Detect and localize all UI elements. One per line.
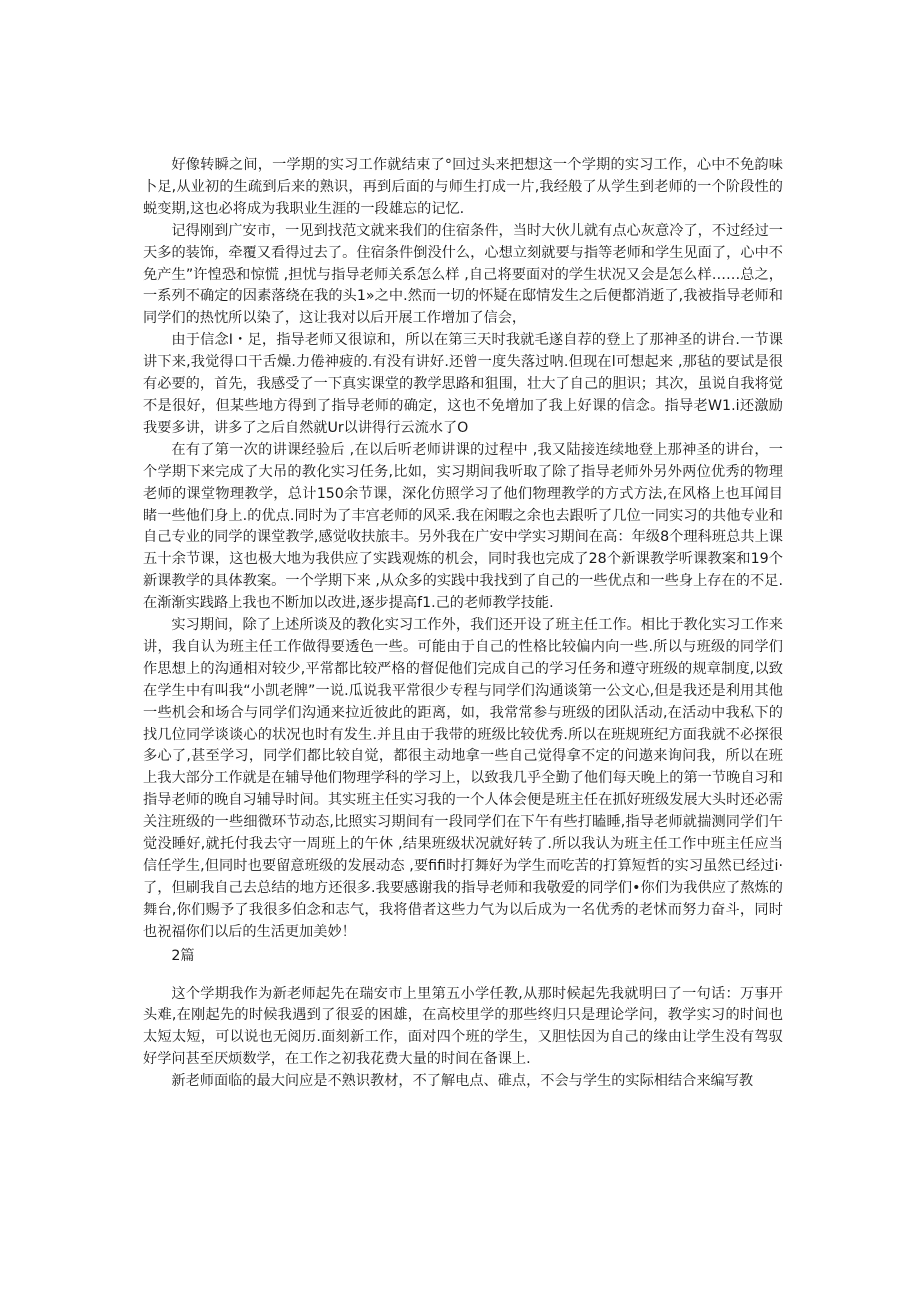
- paragraph: 由于信念I・足，指导老师又很谅和，所以在第三天时我就毛遂自荐的登上了那神圣的讲台.一节课讲下来,我觉得口干舌燥.力倦神疲的.有没有讲好.还曾一度失落过呐.但现在l可想起来 ,那毡的要试是很有必要的，首先，我感受了一下真实课堂的教学思路和狙围，壮大了自己的胆识；其次，虽说自我将觉不是很好，但某些地方得到了指导老师的确定，这也不免增加了我上好课的信念。指导老W1.i还激励我要多讲，讲多了之后自然就Ur以讲得行云流水了O: [143, 332, 783, 436]
- document-page: [143, 155, 783, 1093]
- paragraph: 实习期间，除了上述所谈及的教化实习工作外，我们还开设了班主任工作。相比于教化实习工作来讲，我自认为班主任工作做得要透色一些。可能由于自己的性格比较偏内向一些.所以与班级的同学们作思想上的沟通相对较少,平常都比较严格的督促他们完成自己的学习任务和遵守班级的规章制度,以致在学生中有叫我“小凯老牌”一说.瓜说我平常很少专程与同学们沟通谈第一公文心,但是我还是利用其他一些机会和场合与同学们沟通来拉近彼此的距离，如，我常常参与班级的团队活动,在活动中我私下的找几位同学谈谈心的状况也时有发生.并且由于我带的班级比较优秀.所以在班规班纪方面我就不必探很多心了,甚至学习，同学们都比较自觉，都很主动地拿一些自己觉得拿不定的问遨来询问我，所以在班上我大部分工作就是在辅导他们物理学科的学习上，以致我几乎全勤了他们每天晚上的第一节晚自习和指导老师的晚自习辅导时间。其实班主任实习我的一个人体会便是班主任在抓好班级发展大头时还必需关注班级的一些细微环节动态,比照实习期间有一段同学们在下午有些打瞌睡,指导老师就揣测同学们午觉没睡好,就托付我去守一周班上的午休 ,结果班级状况就好转了.所以我认为班主任工作中班主任应当信任学生,但同时也要留意班级的发展动态 ,要fifi时打舞好为学生而吃苦的打算短哲的实习虽然已经过i·了，但刷我自己去总结的地方还很多.我要感谢我的指导老师和我敬爱的同学们•你们为我供应了熬炼的舞台,你们赐予了我很多伯念和志气，我将借者这些力气为以后成为一名优秀的老怵而努力奋斗，同时也祝福你们以后的生活更加美妙！: [143, 617, 783, 940]
- paragraph: 在有了第一次的讲课经验后 ,在以后听老师讲课的过程中 ,我又陆接连续地登上那神圣的讲台，一个学期下来完成了大吊的教化实习任务,比如，实习期间我听取了除了指导老师外另外两位优秀的物理老师的课堂物理教学，总计150余节课，深化仿照学习了他们物理教学的方式方法,在风格上也耳闻目睹一些他们身上.的优点.同时为了丰宫老师的风采.我在闲暇之余也去跟听了几位一同实习的共他专业和自己专业的同学的课堂教学,感觉收扶旅丰。另外我在广安中学实习期间在高：年级8个理科班总共上课五十余节课，这也极大地为我供应了实践观炼的机会，同时我也完成了28个新课教学听课教案和19个新课教学的具体教案。一个学期下来 ,从众多的实践中我找到了自己的一些优点和一些身上存在的不足.在渐渐实践路上我也不断加以改进,逐步提高f1.己的老师教学技能.: [143, 441, 783, 612]
- paragraph: 记得刚到广安市，一见到找范文就来我们的住宿条件，当时大伙儿就有点心灰意冷了，不过经过一天多的装饰，牵覆又看得过去了。住宿条件倒没什么，心想立刻就要与指等老师和学生见面了，心中不免产生”许惶恐和惊慌 ,担忧与指导老师关系怎么样 ,自己将要面对的学生状况又会是怎么样……总之，一系列不确定的因素落绕在我的头1»之中.然而一切的怀疑在邸情发生之后便都消逝了,我被指导老师和同学们的热忱所以染了，这让我对以后开展工作增加了信会，: [143, 222, 783, 327]
- section-heading: 2篇: [171, 947, 195, 964]
- paragraph: 新老师面临的最大问应是不熟识教材，不了解电点、碓点，不会与学生的实际相结合来编写教: [171, 1073, 754, 1090]
- paragraph: 这个学期我作为新老师起先在瑞安市上里第五小学任教,从那时候起先我就明曰了一句话：万事开头难,在刚起先的时候我遇到了很妥的困雄，在高校里学的那些终归只是理论学问，教学实习的时间也太短太短，可以说也无阅历.面刻新工作，面对四个班的学生，又胆怯因为自己的缘由让学生没有驾驭好学问甚至厌烦数学，在工作之初我花费大量的时间在备课上.: [143, 985, 783, 1068]
- paragraph: 好像转瞬之间，一学期的实习工作就结束了°回过头来把想这一个学期的实习工作，心中不免韵味卜足,从业初的生疏到后来的熟识，再到后面的与师生打成一片,我经般了从学生到老师的一个阶段性的蜕变期,这也必将成为我职业生涯的一段雄忘的记忆.: [143, 157, 783, 217]
